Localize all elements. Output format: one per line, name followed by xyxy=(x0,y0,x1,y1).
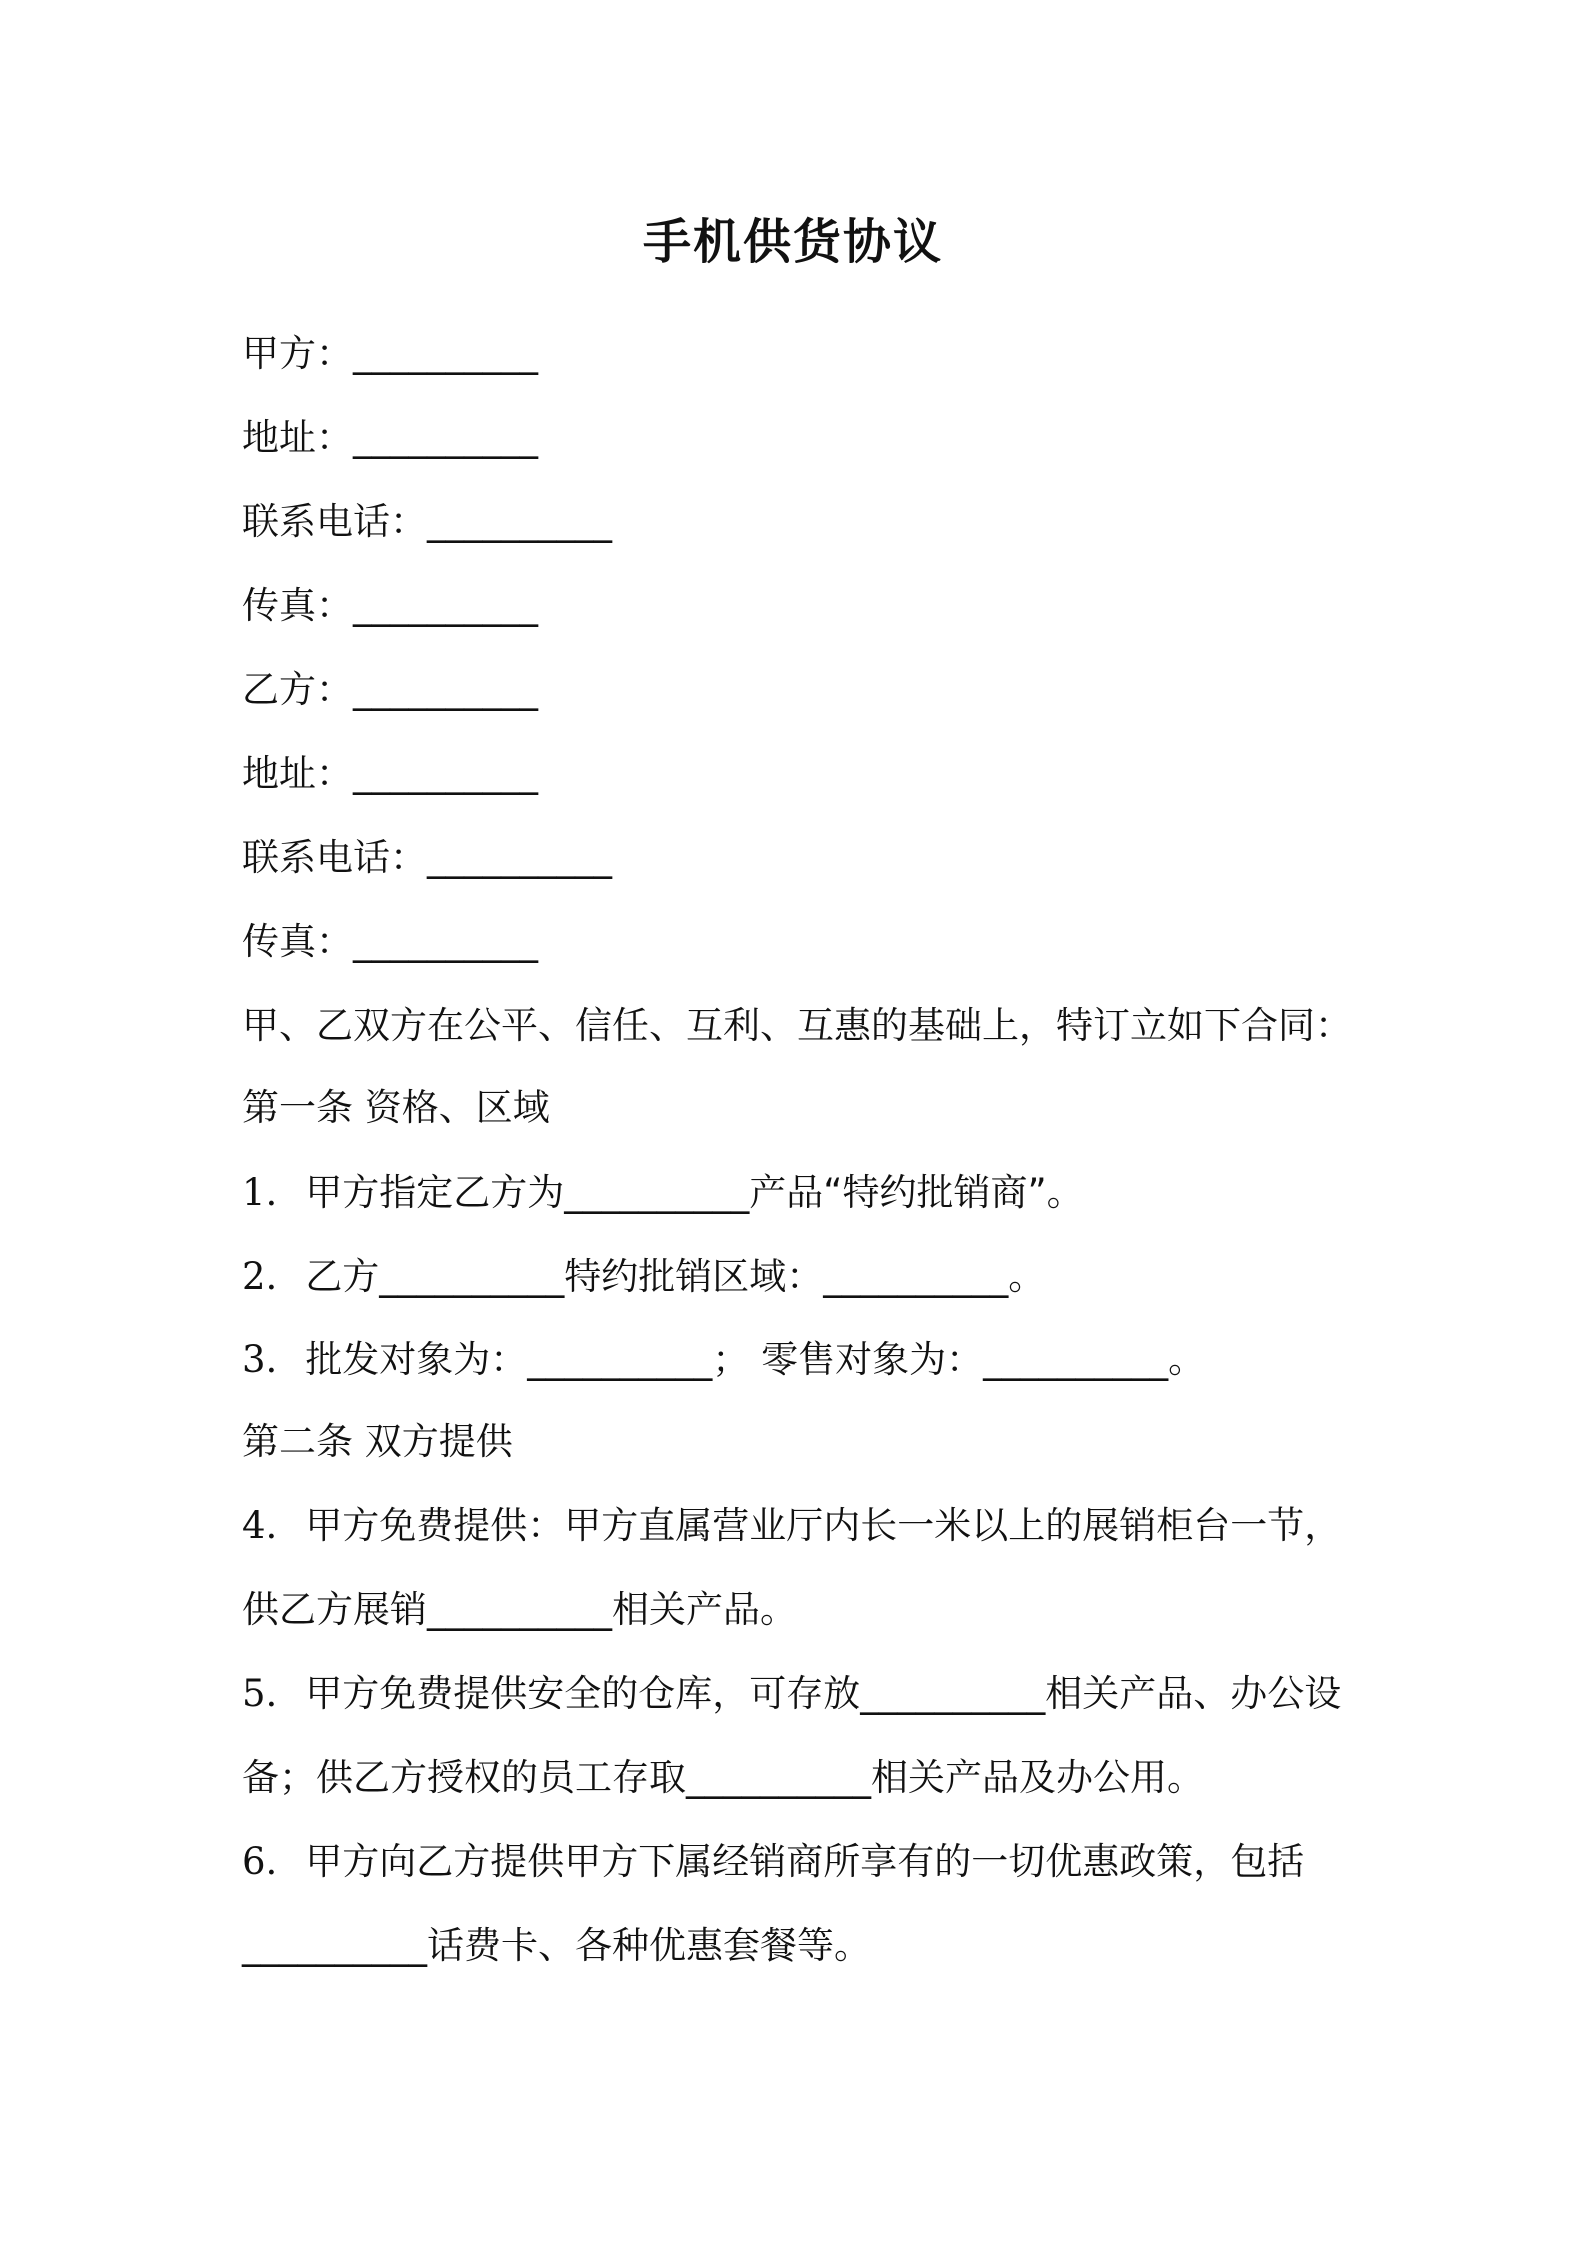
clause-text: 乙方__________特约批销区域：__________。 xyxy=(305,1255,1046,1298)
preamble: 甲、乙双方在公平、信任、互利、互惠的基础上，特订立如下合同： xyxy=(242,1004,1352,1047)
clause-1 xyxy=(242,1168,1084,1218)
clause-6 xyxy=(242,1837,1304,1887)
party-a-address: 地址：__________ xyxy=(242,416,538,459)
party-b-address: 地址：__________ xyxy=(242,752,538,795)
clause-2 xyxy=(242,1252,1045,1302)
party-a-name: 甲方：__________ xyxy=(242,332,538,375)
clause-number: 2. xyxy=(242,1255,278,1298)
party-b-fax: 传真：__________ xyxy=(242,920,538,963)
clause-number: 6. xyxy=(242,1840,278,1883)
clause-text: 甲方指定乙方为__________产品“特约批销商”。 xyxy=(305,1171,1084,1214)
clause-text: 甲方免费提供：甲方直属营业厅内长一米以上的展销柜台一节， xyxy=(305,1504,1342,1547)
party-a-phone: 联系电话：__________ xyxy=(242,500,612,543)
article-2-heading: 第二条 双方提供 xyxy=(242,1420,513,1463)
clause-4-continued: 供乙方展销__________相关产品。 xyxy=(242,1588,797,1631)
article-1-heading: 第一条 资格、区域 xyxy=(242,1086,550,1129)
clause-text: 甲方免费提供安全的仓库，可存放__________相关产品、办公设 xyxy=(305,1672,1342,1715)
clause-number: 3. xyxy=(242,1338,278,1381)
clause-4 xyxy=(242,1501,1341,1551)
clause-number: 5. xyxy=(242,1672,278,1715)
party-a-fax: 传真：__________ xyxy=(242,584,538,627)
clause-5-continued: 备；供乙方授权的员工存取__________相关产品及办公用。 xyxy=(242,1756,1204,1799)
clause-3 xyxy=(242,1335,1205,1385)
clause-6-continued: __________话费卡、各种优惠套餐等。 xyxy=(242,1924,871,1967)
clause-5 xyxy=(242,1669,1341,1719)
clause-number: 1. xyxy=(242,1171,278,1214)
party-b-phone: 联系电话：__________ xyxy=(242,836,612,879)
clause-text: 批发对象为：__________； 零售对象为：__________。 xyxy=(305,1338,1206,1381)
party-b-name: 乙方：__________ xyxy=(242,668,538,711)
clause-number: 4. xyxy=(242,1504,278,1547)
document-title: 手机供货协议 xyxy=(642,214,943,270)
clause-text: 甲方向乙方提供甲方下属经销商所享有的一切优惠政策，包括 xyxy=(305,1840,1305,1883)
